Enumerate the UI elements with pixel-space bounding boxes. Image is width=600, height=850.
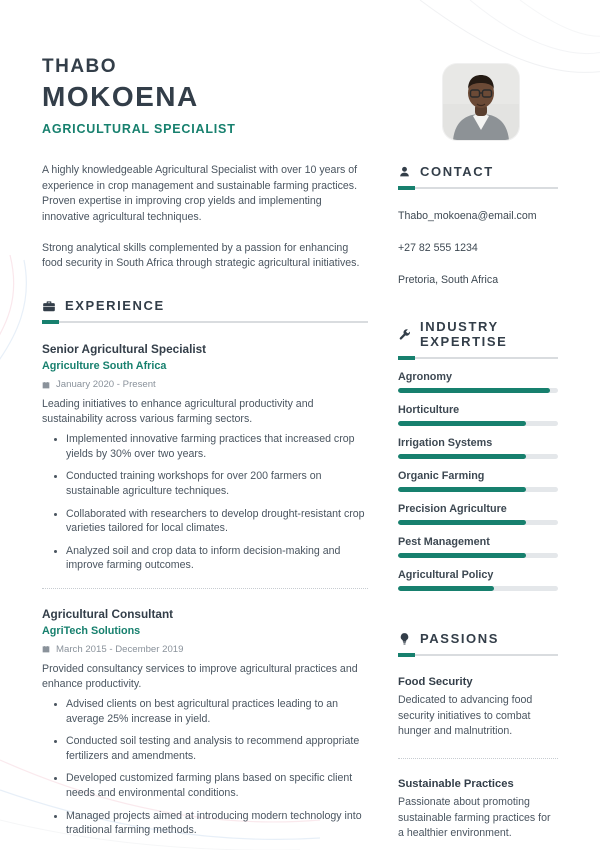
job-dates-label: March 2015 - December 2019 [56,643,184,655]
job-bullet: • Managed projects aimed at introducing modern technology into traditional farming methods. [66,809,368,838]
job-entry-agricultural-consultant [42,607,368,838]
skill-name: Precision Agriculture [398,503,507,515]
job-bullet-list [42,432,368,573]
job-dates [42,644,368,655]
job-description: Leading initiatives to enhance agricultural productivity and sustainability across various farming sectors. [42,398,314,426]
industry-expertise-section [398,319,558,591]
experience-section [42,298,368,838]
briefcase-icon [42,299,56,313]
skill-name: Agricultural Policy [398,569,494,581]
passions-heading-rule [398,653,558,657]
skill-name: Agronomy [398,371,452,383]
skill-bar [398,454,558,459]
contact-email: Thabo_mokoena@email.com [398,210,537,222]
industry-expertise-heading [398,319,558,349]
skill-name: Pest Management [398,536,490,548]
job-bullet: • Analyzed soil and crop data to inform decision-making and improve farming outcomes. [66,544,368,573]
skill-pest-management [398,536,558,558]
contact-heading-label: CONTACT [420,164,494,179]
skill-bar [398,553,558,558]
skill-bar [398,586,558,591]
contact-phone: +27 82 555 1234 [398,242,478,254]
job-dates-label: January 2020 - Present [56,379,156,391]
job-bullet: • Conducted soil testing and analysis to recommend appropriate fertilizers and amendments. [66,734,368,763]
job-entry-senior-agricultural-specialist [42,342,368,573]
job-role: Senior Agricultural Specialist [42,342,207,357]
skill-horticulture [398,404,558,426]
skill-organic-farming [398,470,558,492]
profile-photo-illustration [443,64,519,140]
passion-title: Sustainable Practices [398,778,514,791]
passion-food-security [398,676,558,740]
calendar-icon [42,381,50,389]
right-column [398,164,558,842]
lightbulb-icon [398,632,411,645]
last-name: MOKOENA [42,80,199,112]
job-bullet: • Conducted training workshops for over 200 farmers on sustainable agriculture techniques. [66,469,368,498]
skill-name: Horticulture [398,404,460,416]
industry-expertise-heading-label: INDUSTRY EXPERTISE [420,319,508,349]
job-company: Agriculture South Africa [42,360,167,373]
passions-heading [398,631,558,646]
passion-text: Passionate about promoting sustainable farming practices for a healthier environment. [398,796,551,840]
job-bullet: • Advised clients on best agricultural practices leading to an average 25% increase in yield. [66,697,368,726]
job-bullet: • Implemented innovative farming practices that increased crop yields by 30% over two years. [66,432,368,461]
wrench-icon [398,328,411,341]
experience-heading-label: EXPERIENCE [65,298,165,314]
skill-irrigation-systems [398,437,558,459]
passion-title: Food Security [398,676,473,688]
skill-bar [398,487,558,492]
job-company: AgriTech Solutions [42,624,141,637]
skill-bar [398,520,558,525]
skill-bar [398,388,558,393]
job-bullet: • Developed customized farming plans based on specific client needs and environmental conditions. [66,771,368,800]
passion-text: Dedicated to advancing food security initiatives to combat hunger and malnutrition. [398,694,533,738]
skill-agricultural-policy [398,569,558,591]
summary-paragraph-2: Strong analytical skills complemented by a passion for enhancing food security in South Africa through strategic agricultural initiatives. [42,241,360,270]
job-dates [42,379,368,390]
job-description: Provided consultancy services to improve agricultural practices and enhance productivity. [42,662,358,690]
calendar-icon [42,645,50,653]
summary-paragraph-1: A highly knowledgeable Agricultural Specialist with over 10 years of experience in crop management and sustainable farming practices. Proven expertise in improving crop yields and implementing innovative agricultural techniques. [42,164,358,224]
user-icon [398,165,411,178]
job-divider [42,588,368,589]
contact-location: Pretoria, South Africa [398,274,499,286]
job-title: AGRICULTURAL SPECIALIST [42,121,236,136]
professional-summary [42,163,368,272]
name-block [42,56,236,136]
passions-section [398,631,558,842]
skill-bar [398,421,558,426]
experience-heading-rule [42,320,368,324]
contact-heading-rule [398,186,558,190]
first-name: THABO [42,56,118,77]
industry-expertise-heading-rule [398,356,558,360]
skill-precision-agriculture [398,503,558,525]
skill-name: Irrigation Systems [398,437,493,449]
left-column [42,163,368,846]
experience-heading [42,298,368,313]
passions-heading-label: PASSIONS [420,631,500,646]
contact-heading [398,164,558,179]
contact-section [398,164,558,286]
passion-divider [398,758,558,759]
passion-sustainable-practices [398,778,558,842]
job-bullet-list [42,697,368,838]
skill-name: Organic Farming [398,470,485,482]
skill-agronomy [398,371,558,393]
job-bullet: • Collaborated with researchers to develop drought-resistant crop varieties tailored for local climates. [66,507,368,536]
job-role: Agricultural Consultant [42,606,174,621]
profile-photo [443,64,519,140]
